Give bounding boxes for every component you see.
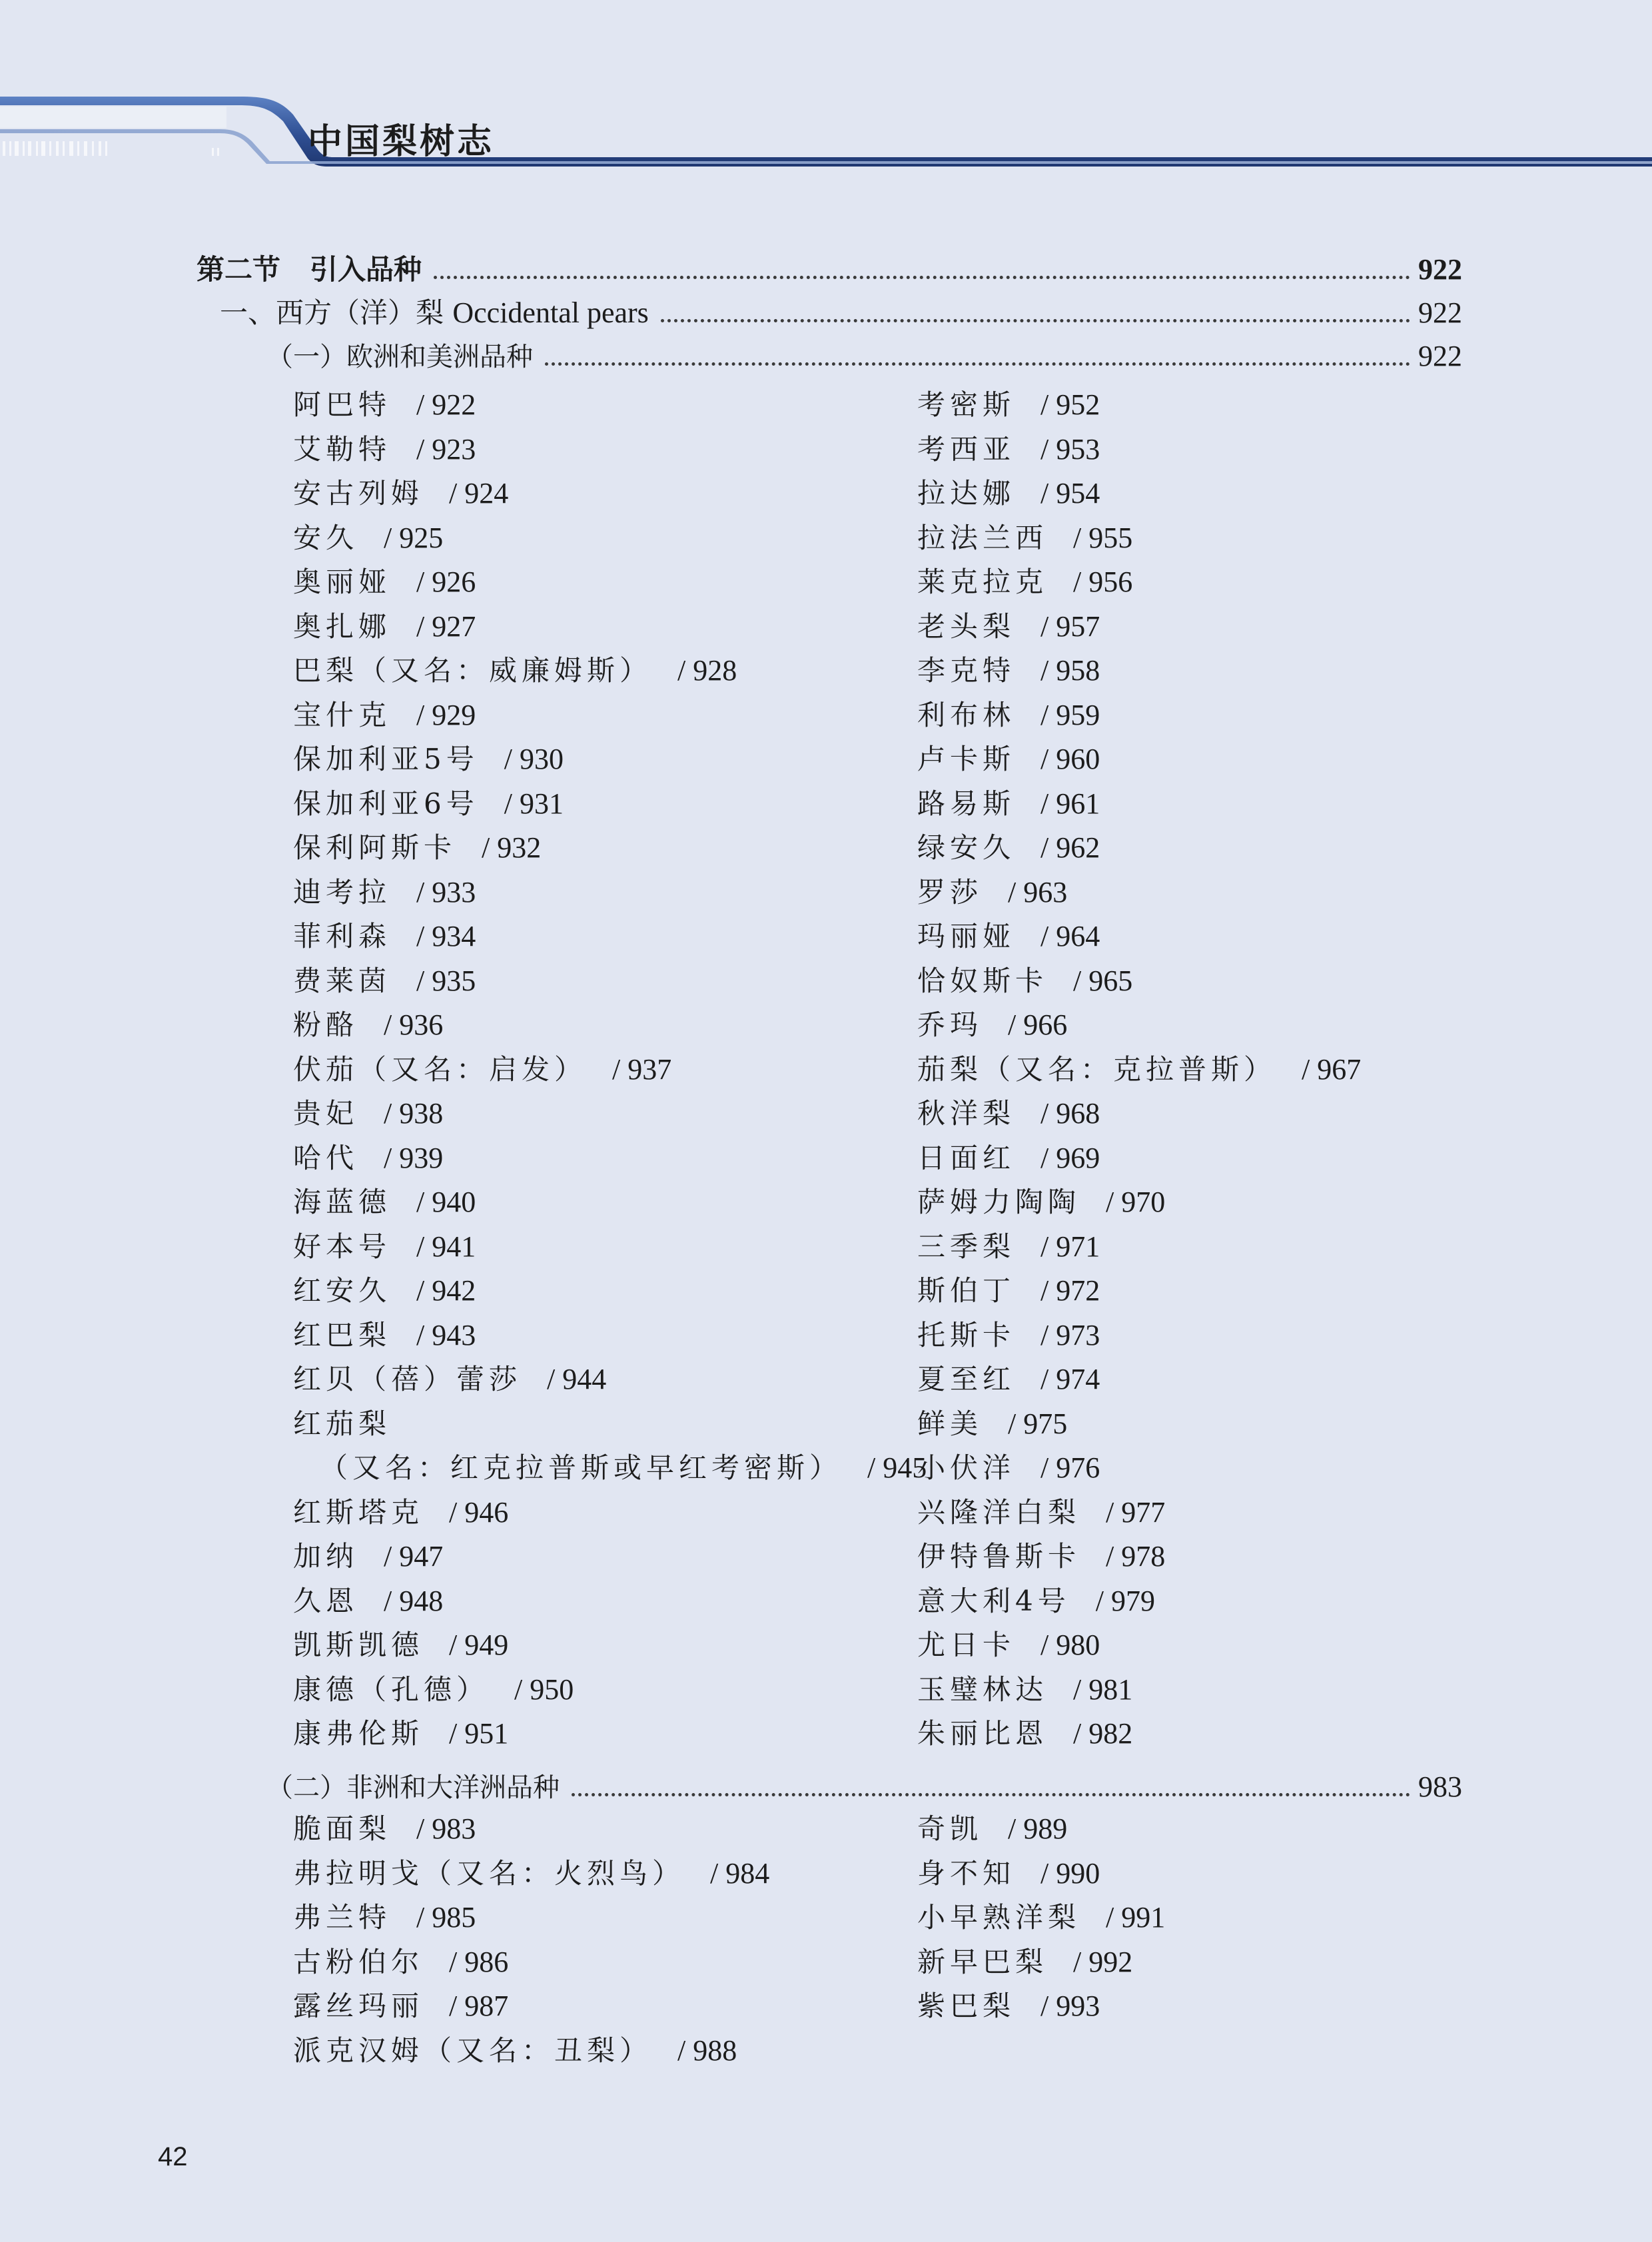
toc-group-africa-oceania[interactable] bbox=[266, 1766, 1462, 1804]
variety-name: 小早熟洋梨 bbox=[917, 1901, 1081, 1934]
variety-page: / 988 bbox=[677, 2034, 737, 2067]
variety-entry[interactable] bbox=[293, 1714, 508, 1754]
variety-entry[interactable] bbox=[917, 1448, 1100, 1488]
variety-page: / 960 bbox=[1040, 743, 1100, 775]
variety-name: 宝什克 bbox=[293, 698, 392, 731]
variety-entry[interactable] bbox=[293, 1271, 476, 1311]
variety-entry[interactable] bbox=[293, 739, 564, 779]
variety-entry[interactable] bbox=[293, 607, 476, 647]
page-header bbox=[0, 0, 1652, 180]
variety-name: 红茄梨 bbox=[293, 1407, 392, 1440]
leader-dots bbox=[572, 1793, 1410, 1796]
variety-page: / 985 bbox=[416, 1901, 476, 1934]
toc-group-page: 983 bbox=[1418, 1770, 1462, 1803]
variety-entry[interactable] bbox=[917, 518, 1132, 558]
variety-page: / 987 bbox=[449, 1990, 509, 2022]
variety-entry[interactable] bbox=[917, 1182, 1165, 1222]
variety-name: 海蓝德 bbox=[293, 1186, 392, 1218]
variety-page: / 977 bbox=[1106, 1495, 1166, 1529]
variety-entry[interactable] bbox=[917, 474, 1100, 514]
variety-page: / 936 bbox=[384, 1008, 444, 1041]
variety-entry[interactable] bbox=[917, 607, 1100, 647]
variety-name: 兴隆洋白梨 bbox=[917, 1495, 1081, 1529]
variety-name: 三季梨 bbox=[917, 1230, 1016, 1263]
variety-entry[interactable] bbox=[917, 1537, 1165, 1577]
variety-entry[interactable] bbox=[293, 917, 476, 956]
variety-entry[interactable] bbox=[917, 1404, 1067, 1444]
variety-page: / 952 bbox=[1040, 388, 1100, 421]
variety-page: / 927 bbox=[416, 609, 476, 643]
variety-name: 拉法兰西 bbox=[917, 521, 1048, 554]
variety-page: / 924 bbox=[449, 477, 509, 510]
variety-page: / 965 bbox=[1073, 964, 1133, 997]
variety-name: 伏茄（又名：启发） bbox=[293, 1052, 588, 1086]
variety-entry[interactable] bbox=[293, 1138, 443, 1178]
variety-page: / 937 bbox=[612, 1052, 672, 1086]
variety-entry[interactable] bbox=[293, 1315, 476, 1355]
variety-name: 红安久 bbox=[293, 1274, 392, 1307]
variety-entry[interactable] bbox=[917, 1138, 1100, 1178]
variety-entry[interactable] bbox=[917, 430, 1100, 470]
variety-page: / 989 bbox=[1008, 1812, 1068, 1845]
variety-name: 菲利森 bbox=[293, 920, 392, 952]
variety-name: 意大利4号 bbox=[917, 1584, 1070, 1617]
toc-section-entry[interactable] bbox=[197, 248, 1462, 288]
variety-name: 阿巴特 bbox=[293, 388, 392, 421]
variety-entry[interactable] bbox=[917, 828, 1100, 868]
page-number: 42 bbox=[158, 2142, 188, 2171]
variety-entry[interactable] bbox=[293, 1809, 476, 1849]
variety-entry[interactable] bbox=[917, 1581, 1155, 1621]
variety-entry[interactable] bbox=[293, 1448, 927, 1488]
variety-name: 路易斯 bbox=[917, 787, 1016, 820]
variety-name: 鲜美 bbox=[917, 1407, 983, 1440]
variety-entry[interactable] bbox=[917, 1625, 1100, 1665]
variety-entry[interactable] bbox=[917, 961, 1132, 1001]
variety-entry[interactable] bbox=[293, 1537, 443, 1577]
variety-name: 古粉伯尔 bbox=[293, 1945, 424, 1978]
toc-group-europe-america[interactable] bbox=[266, 336, 1462, 374]
variety-name: 考西亚 bbox=[917, 432, 1016, 466]
variety-name: 茄梨（又名：克拉普斯） bbox=[917, 1052, 1277, 1086]
variety-name: 费莱茵 bbox=[293, 964, 392, 997]
variety-page: / 923 bbox=[416, 432, 476, 466]
variety-page: / 954 bbox=[1040, 477, 1100, 510]
book-title: 中国梨树志 bbox=[308, 121, 495, 162]
variety-page: / 974 bbox=[1040, 1363, 1100, 1395]
variety-name: 迪考拉 bbox=[293, 875, 392, 909]
variety-entry[interactable] bbox=[917, 1854, 1100, 1894]
variety-page: / 970 bbox=[1106, 1186, 1166, 1218]
variety-page: / 973 bbox=[1040, 1318, 1100, 1351]
leader-dots bbox=[434, 276, 1410, 279]
variety-entry[interactable] bbox=[917, 1986, 1100, 2026]
variety-name: 保利阿斯卡 bbox=[293, 831, 457, 864]
variety-entry[interactable] bbox=[293, 2031, 737, 2071]
variety-page: / 928 bbox=[677, 654, 737, 687]
variety-page: / 978 bbox=[1106, 1540, 1166, 1573]
variety-entry[interactable] bbox=[293, 1670, 574, 1710]
variety-entry[interactable] bbox=[293, 1986, 508, 2026]
variety-entry[interactable] bbox=[917, 1271, 1100, 1311]
toc-group-title: （二）非洲和大洋洲品种 bbox=[266, 1772, 560, 1803]
variety-name: 红巴梨 bbox=[293, 1318, 392, 1351]
variety-page: / 926 bbox=[416, 565, 476, 598]
variety-page: / 943 bbox=[416, 1318, 476, 1351]
variety-page: / 971 bbox=[1040, 1230, 1100, 1263]
variety-entry[interactable] bbox=[293, 1005, 443, 1045]
variety-page: / 969 bbox=[1040, 1141, 1100, 1174]
variety-page: / 944 bbox=[547, 1363, 607, 1395]
variety-page: / 948 bbox=[384, 1584, 444, 1617]
variety-name: 小伏洋 bbox=[917, 1451, 1016, 1484]
leader-dots bbox=[661, 319, 1410, 322]
variety-name: 卢卡斯 bbox=[917, 743, 1016, 775]
variety-page: / 946 bbox=[449, 1495, 509, 1529]
variety-entry[interactable] bbox=[917, 1809, 1067, 1849]
variety-page: / 986 bbox=[449, 1945, 509, 1978]
variety-page: / 935 bbox=[416, 964, 476, 997]
toc-group-title: （一）欧洲和美洲品种 bbox=[266, 342, 533, 372]
variety-name: 玉璧林达 bbox=[917, 1673, 1048, 1706]
variety-name: 脆面梨 bbox=[293, 1812, 392, 1845]
variety-name: 加纳 bbox=[293, 1540, 359, 1573]
variety-name: 莱克拉克 bbox=[917, 565, 1048, 598]
variety-entry[interactable] bbox=[293, 385, 476, 425]
variety-entry[interactable] bbox=[293, 1404, 391, 1444]
variety-page: / 945 bbox=[867, 1451, 927, 1484]
variety-page: / 958 bbox=[1040, 654, 1100, 687]
variety-name: 绿安久 bbox=[917, 831, 1016, 864]
variety-page: / 964 bbox=[1040, 920, 1100, 952]
variety-entry[interactable] bbox=[917, 1942, 1132, 1982]
variety-entry[interactable] bbox=[293, 562, 476, 602]
toc-section-page: 922 bbox=[1418, 253, 1462, 286]
variety-entry[interactable] bbox=[293, 474, 508, 514]
variety-entry[interactable] bbox=[293, 695, 476, 735]
toc-section-title: 第二节 引入品种 bbox=[197, 253, 422, 286]
variety-name: 恰奴斯卡 bbox=[917, 964, 1048, 997]
variety-name: 好本号 bbox=[293, 1230, 392, 1263]
variety-entry[interactable] bbox=[293, 961, 476, 1001]
variety-name: 红斯塔克 bbox=[293, 1495, 424, 1529]
variety-name: 红贝（蓓）蕾莎 bbox=[293, 1363, 522, 1395]
variety-entry[interactable] bbox=[917, 1050, 1361, 1090]
variety-entry[interactable] bbox=[917, 917, 1100, 956]
variety-name: 新早巴梨 bbox=[917, 1945, 1048, 1978]
variety-name: 哈代 bbox=[293, 1141, 359, 1174]
variety-entry[interactable] bbox=[293, 1227, 476, 1267]
variety-entry[interactable] bbox=[293, 828, 541, 868]
toc-subsection-title: 一、西方（洋）梨 Occidental pears bbox=[220, 296, 649, 329]
variety-page: / 951 bbox=[449, 1717, 509, 1750]
variety-name: 奥丽娅 bbox=[293, 565, 392, 598]
variety-entry[interactable] bbox=[293, 518, 443, 558]
variety-name: 伊特鲁斯卡 bbox=[917, 1540, 1081, 1573]
variety-entry[interactable] bbox=[917, 1714, 1132, 1754]
variety-page: / 933 bbox=[416, 875, 476, 909]
variety-name: 保加利亚5号 bbox=[293, 743, 479, 775]
variety-page: / 992 bbox=[1073, 1945, 1133, 1978]
variety-entry[interactable] bbox=[917, 873, 1067, 913]
variety-name: 罗莎 bbox=[917, 875, 983, 909]
variety-entry[interactable] bbox=[293, 1854, 769, 1894]
variety-name: 老头梨 bbox=[917, 609, 1016, 643]
toc-subsection-page: 922 bbox=[1418, 296, 1462, 329]
variety-name: 康弗伦斯 bbox=[293, 1717, 424, 1750]
variety-page: / 984 bbox=[710, 1856, 770, 1890]
variety-page: / 980 bbox=[1040, 1629, 1100, 1661]
variety-entry[interactable] bbox=[917, 1005, 1067, 1045]
variety-page: / 955 bbox=[1073, 521, 1133, 554]
variety-name: 斯伯丁 bbox=[917, 1274, 1016, 1307]
variety-name: 玛丽娅 bbox=[917, 920, 1016, 952]
variety-page: / 982 bbox=[1073, 1717, 1133, 1750]
variety-entry[interactable] bbox=[917, 562, 1132, 602]
variety-page: / 931 bbox=[504, 787, 564, 820]
variety-entry[interactable] bbox=[293, 1625, 508, 1665]
variety-entry[interactable] bbox=[917, 1493, 1165, 1533]
variety-entry[interactable] bbox=[917, 1315, 1100, 1355]
variety-name: 朱丽比恩 bbox=[917, 1717, 1048, 1750]
variety-page: / 947 bbox=[384, 1540, 444, 1573]
variety-page: / 929 bbox=[416, 698, 476, 731]
variety-name: 拉达娜 bbox=[917, 477, 1016, 510]
variety-page: / 963 bbox=[1008, 875, 1068, 909]
header-band-graphic bbox=[0, 0, 1652, 180]
variety-page: / 939 bbox=[384, 1141, 444, 1174]
variety-entry[interactable] bbox=[917, 1227, 1100, 1267]
variety-page: / 993 bbox=[1040, 1990, 1100, 2022]
variety-page: / 950 bbox=[514, 1673, 574, 1706]
variety-name: 秋洋梨 bbox=[917, 1097, 1016, 1130]
variety-page: / 979 bbox=[1095, 1584, 1155, 1617]
toc-subsection-entry[interactable] bbox=[220, 291, 1462, 331]
variety-entry[interactable] bbox=[293, 1898, 476, 1938]
variety-page: / 968 bbox=[1040, 1097, 1100, 1130]
variety-entry[interactable] bbox=[293, 430, 476, 470]
variety-entry[interactable] bbox=[917, 1359, 1100, 1399]
variety-page: / 953 bbox=[1040, 432, 1100, 466]
variety-entry[interactable] bbox=[293, 873, 476, 913]
variety-name: 艾勒特 bbox=[293, 432, 392, 466]
variety-page: / 922 bbox=[416, 388, 476, 421]
variety-name: 身不知 bbox=[917, 1856, 1016, 1890]
variety-name: 粉酪 bbox=[293, 1008, 359, 1041]
variety-page: / 976 bbox=[1040, 1451, 1100, 1484]
variety-name: 弗兰特 bbox=[293, 1901, 392, 1934]
toc-group-page: 922 bbox=[1418, 340, 1462, 372]
variety-name: 托斯卡 bbox=[917, 1318, 1016, 1351]
leader-dots bbox=[545, 362, 1410, 366]
variety-entry[interactable] bbox=[917, 1898, 1165, 1938]
variety-name: 日面红 bbox=[917, 1141, 1016, 1174]
variety-page: / 966 bbox=[1008, 1008, 1068, 1041]
variety-name: 奥扎娜 bbox=[293, 609, 392, 643]
variety-page: / 956 bbox=[1073, 565, 1133, 598]
variety-page: / 949 bbox=[449, 1629, 509, 1661]
variety-entry[interactable] bbox=[917, 784, 1100, 824]
variety-name: 弗拉明戈（又名：火烈鸟） bbox=[293, 1856, 685, 1890]
variety-entry[interactable] bbox=[917, 385, 1100, 425]
variety-entry[interactable] bbox=[917, 1094, 1100, 1134]
variety-page: / 959 bbox=[1040, 698, 1100, 731]
variety-name: 夏至红 bbox=[917, 1363, 1016, 1395]
variety-name: 尤日卡 bbox=[917, 1629, 1016, 1661]
variety-name: 奇凯 bbox=[917, 1812, 983, 1845]
variety-name: 康德（孔德） bbox=[293, 1673, 490, 1706]
variety-entry[interactable] bbox=[293, 1050, 671, 1090]
variety-page: / 972 bbox=[1040, 1274, 1100, 1307]
variety-page: / 967 bbox=[1302, 1052, 1362, 1086]
variety-page: / 990 bbox=[1040, 1856, 1100, 1890]
variety-name: 露丝玛丽 bbox=[293, 1990, 424, 2022]
variety-name: 李克特 bbox=[917, 654, 1016, 687]
variety-entry[interactable] bbox=[293, 1094, 443, 1134]
variety-page: / 925 bbox=[384, 521, 444, 554]
variety-name: （又名：红克拉普斯或早红考密斯） bbox=[320, 1451, 843, 1484]
variety-entry[interactable] bbox=[293, 1942, 508, 1982]
variety-page: / 941 bbox=[416, 1230, 476, 1263]
variety-name: 贵妃 bbox=[293, 1097, 359, 1130]
variety-page: / 940 bbox=[416, 1186, 476, 1218]
variety-name: 利布林 bbox=[917, 698, 1016, 731]
variety-page: / 957 bbox=[1040, 609, 1100, 643]
variety-entry[interactable] bbox=[293, 784, 564, 824]
variety-name: 派克汉姆（又名：丑梨） bbox=[293, 2034, 653, 2067]
variety-name: 紫巴梨 bbox=[917, 1990, 1016, 2022]
variety-entry[interactable] bbox=[293, 1581, 443, 1621]
variety-entry[interactable] bbox=[293, 651, 737, 691]
variety-page: / 991 bbox=[1106, 1901, 1166, 1934]
variety-name: 乔玛 bbox=[917, 1008, 983, 1041]
variety-page: / 975 bbox=[1008, 1407, 1068, 1440]
variety-page: / 962 bbox=[1040, 831, 1100, 864]
variety-entry[interactable] bbox=[917, 1670, 1132, 1710]
variety-name: 考密斯 bbox=[917, 388, 1016, 421]
variety-entry[interactable] bbox=[917, 695, 1100, 735]
variety-entry[interactable] bbox=[293, 1359, 606, 1399]
variety-entry[interactable] bbox=[293, 1493, 508, 1533]
variety-page: / 981 bbox=[1073, 1673, 1133, 1706]
variety-entry[interactable] bbox=[917, 651, 1100, 691]
variety-name: 久恩 bbox=[293, 1584, 359, 1617]
variety-name: 巴梨（又名：威廉姆斯） bbox=[293, 654, 653, 687]
variety-page: / 961 bbox=[1040, 787, 1100, 820]
variety-page: / 930 bbox=[504, 743, 564, 775]
variety-name: 安久 bbox=[293, 521, 359, 554]
variety-entry[interactable] bbox=[917, 739, 1100, 779]
variety-page: / 983 bbox=[416, 1812, 476, 1845]
variety-page: / 942 bbox=[416, 1274, 476, 1307]
variety-entry[interactable] bbox=[293, 1182, 476, 1222]
variety-page: / 938 bbox=[384, 1097, 444, 1130]
variety-name: 保加利亚6号 bbox=[293, 787, 479, 820]
variety-page: / 934 bbox=[416, 920, 476, 952]
variety-name: 安古列姆 bbox=[293, 477, 424, 510]
variety-name: 萨姆力陶陶 bbox=[917, 1186, 1081, 1218]
variety-name: 凯斯凯德 bbox=[293, 1629, 424, 1661]
variety-page: / 932 bbox=[482, 831, 542, 864]
